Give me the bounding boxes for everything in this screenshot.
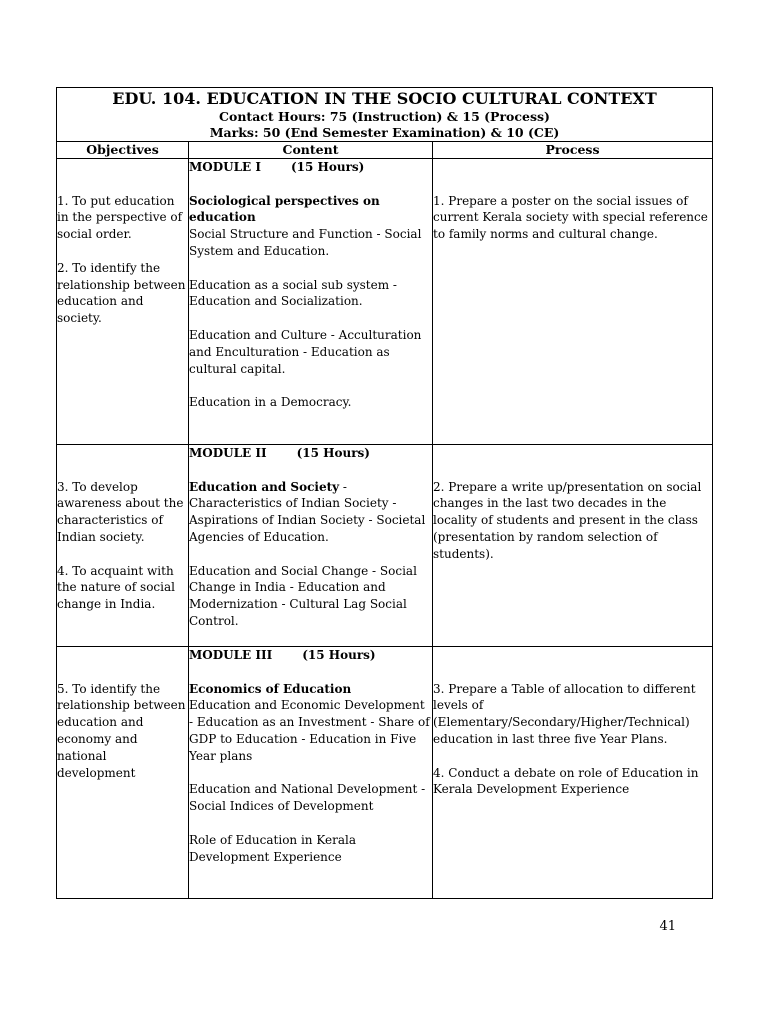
objective-item: 3. To develop awareness about the characteristics of Indian society. [57,479,184,544]
content-block: Role of Education in Kerala Development Experience [189,832,356,864]
syllabus-table [56,87,713,899]
content-cell [189,159,433,445]
module-row [57,647,713,899]
process-cell [433,445,713,647]
module-row [57,445,713,647]
content-block: Education and Social Change - Social Change in India - Education and Modernization - Cultural Lag Social Control. [189,563,417,628]
module-heading [189,445,432,462]
course-title: EDU. 104. EDUCATION IN THE SOCIO CULTURAL CONTEXT [112,89,657,108]
marks: Marks: 50 (End Semester Examination) & 10 (CE) [209,125,560,140]
module-heading [189,159,432,176]
module-row [57,159,713,445]
content-block: Education in a Democracy. [189,395,352,410]
content-block: Education and Culture - Acculturation and Enculturation - Education as cultural capital. [189,327,422,376]
process-item: 2. Prepare a write up/presentation on social changes in the last two decades in the locality of students and present in the class (presentation by random selection of students). [433,479,702,561]
module-heading [189,647,432,664]
objectives-cell [57,647,189,899]
column-header-content: Content [189,142,433,159]
objectives-cell [57,159,189,445]
module-label: MODULE III [189,648,273,662]
content-block: Social Structure and Function - Social System and Education. [189,227,422,258]
content-block: Characteristics of Indian Society - Aspirations of Indian Society - Societal Agencies of Education. [189,496,426,544]
objective-item: 5. To identify the relationship between education and economy and national development [57,681,186,780]
objectives-cell [57,445,189,647]
module-hours: (15 Hours) [302,648,376,662]
process-item: 1. Prepare a poster on the social issues of current Kerala society with special reference to family norms and cultural change. [433,193,708,242]
content-block: Education as a social sub system - Education and Socialization. [189,277,397,309]
content-block: Education and National Development - Social Indices of Development [189,782,426,814]
content-heading: Economics of Education [189,681,352,696]
content-cell [189,445,433,647]
objective-item: 2. To identify the relationship between education and society. [57,260,186,326]
module-label: MODULE I [189,160,261,174]
process-cell [433,647,713,899]
column-header-process: Process [433,142,713,159]
process-item: 4. Conduct a debate on role of Education in Kerala Development Experience [433,765,699,797]
objective-item: 1. To put education in the perspective of social order. [57,193,183,242]
content-heading: Education and Society [189,479,340,494]
page-number: 41 [659,919,676,934]
content-cell [189,647,433,899]
process-cell [433,159,713,445]
contact-hours: Contact Hours: 75 (Instruction) & 15 (Process) [219,109,550,124]
module-label: MODULE II [189,446,267,460]
module-hours: (15 Hours) [296,446,370,460]
content-heading: Sociological perspectives on education [189,193,380,225]
content-block: Education and Economic Development - Education as an Investment - Share of GDP to Education - Education in Five Year plans [189,698,430,763]
module-hours: (15 Hours) [290,160,365,174]
content-heading-suffix: - [339,479,347,494]
objective-item: 4. To acquaint with the nature of social change in India. [57,563,175,612]
table-header [57,88,713,142]
process-item: 3. Prepare a Table of allocation to different levels of (Elementary/Secondary/Higher/Technical) education in last three five Year Plans. [433,681,696,746]
column-header-objectives: Objectives [57,142,189,159]
